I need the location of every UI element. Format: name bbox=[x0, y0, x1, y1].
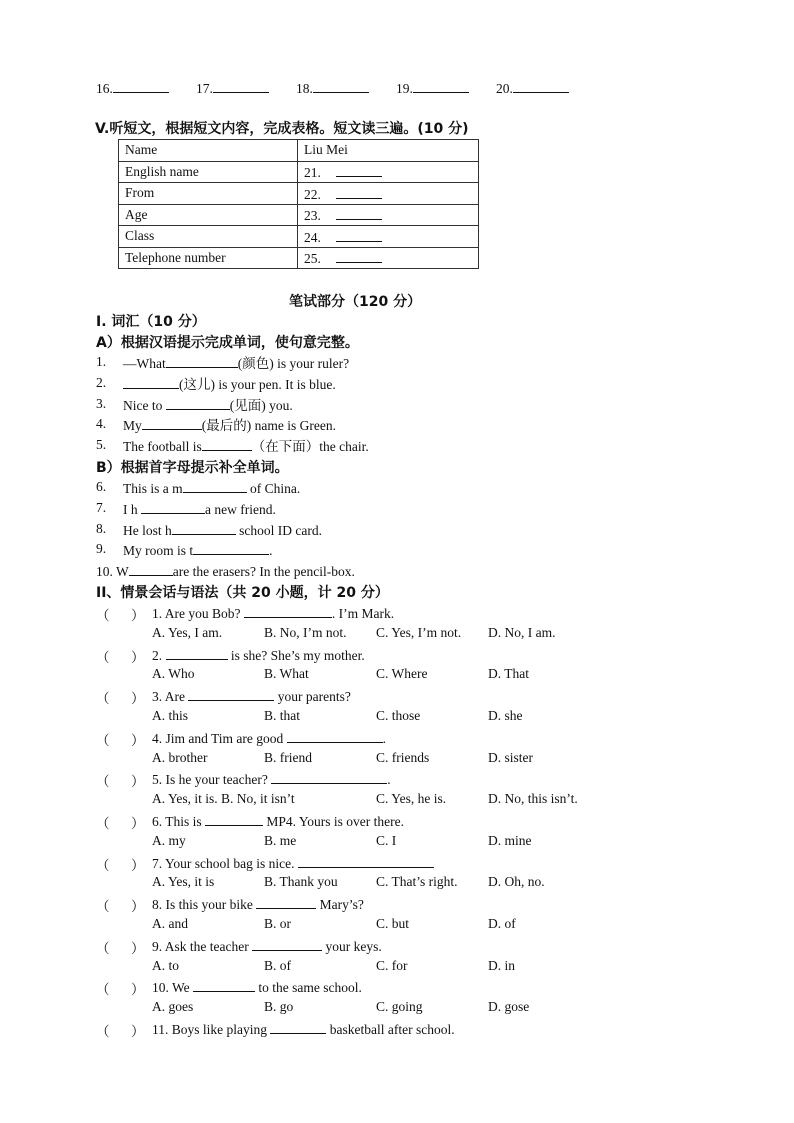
item-pre: My room is t bbox=[123, 543, 194, 559]
answer-blank[interactable] bbox=[166, 396, 230, 410]
partB-item bbox=[123, 521, 322, 539]
question-stem bbox=[152, 895, 364, 913]
paren-open: （ bbox=[96, 940, 110, 956]
option: B. friend bbox=[264, 749, 312, 765]
answer-blank[interactable] bbox=[336, 249, 382, 263]
item-number: 2. bbox=[96, 374, 107, 390]
option: D. mine bbox=[488, 832, 532, 848]
partB-title: B）根据首字母提示补全单词。 bbox=[96, 460, 289, 476]
question-after: . bbox=[387, 772, 391, 788]
blank-number: 18. bbox=[296, 81, 313, 96]
option: A. Yes, it is. B. No, it isn’t bbox=[152, 791, 295, 807]
item-number: 5. bbox=[96, 437, 107, 453]
paren-close: ） bbox=[131, 649, 145, 665]
item-number: 9. bbox=[96, 541, 107, 557]
info-table bbox=[118, 139, 479, 269]
question-after: basketball after school. bbox=[326, 1022, 455, 1037]
option: C. That’s right. bbox=[376, 874, 458, 890]
question-stem bbox=[152, 937, 382, 955]
blank-number: 16. bbox=[96, 81, 113, 96]
partB-item bbox=[123, 500, 276, 518]
paren-close: ） bbox=[131, 732, 145, 748]
item-number: 10. W bbox=[96, 564, 129, 580]
question-after: MP4. Yours is over there. bbox=[263, 814, 405, 829]
item-pre: He lost h bbox=[123, 522, 172, 538]
question-after: . I’m Mark. bbox=[331, 606, 395, 621]
paren-open: （ bbox=[96, 774, 110, 790]
item-number: 1. bbox=[96, 354, 107, 369]
paren-close: ） bbox=[131, 774, 145, 790]
paren-open: （ bbox=[96, 816, 110, 831]
option: D. she bbox=[488, 708, 523, 723]
question-after: your keys. bbox=[322, 938, 382, 954]
item-pre: My bbox=[123, 418, 142, 434]
option: A. and bbox=[152, 916, 188, 931]
info-row bbox=[119, 226, 479, 248]
paren-close: ） bbox=[131, 608, 145, 623]
option: B. of bbox=[264, 957, 291, 973]
item-hint: (最后的) bbox=[201, 418, 252, 434]
option: B. me bbox=[264, 832, 297, 848]
question-after: . bbox=[382, 730, 387, 746]
answer-blank[interactable] bbox=[193, 541, 269, 555]
answer-blank[interactable] bbox=[313, 79, 369, 93]
answer-blank[interactable] bbox=[188, 687, 274, 701]
blank-number: 17. bbox=[196, 81, 213, 96]
info-label: Age bbox=[119, 204, 298, 226]
item-number: 6. bbox=[96, 479, 107, 494]
section5-title: V.听短文，根据短文内容，完成表格。短文读三遍。(10 分) bbox=[95, 121, 469, 137]
listening-blank-item bbox=[196, 79, 269, 97]
partA-title: A）根据汉语提示完成单词，使句意完整。 bbox=[96, 335, 359, 351]
option: D. gose bbox=[488, 999, 530, 1015]
option: B. that bbox=[264, 708, 300, 723]
option: B. No, I’m not. bbox=[264, 624, 347, 640]
item-pre: Nice to bbox=[123, 397, 166, 413]
partA-item bbox=[123, 416, 336, 434]
question-after: your parents? bbox=[274, 689, 351, 705]
answer-blank[interactable] bbox=[413, 79, 469, 93]
partA-item bbox=[123, 354, 349, 372]
answer-blank[interactable] bbox=[244, 604, 332, 618]
question-stem bbox=[152, 854, 434, 872]
info-label: Class bbox=[119, 226, 298, 248]
question-text: 3. Are bbox=[152, 689, 185, 705]
item-post: . bbox=[269, 543, 273, 559]
answer-blank[interactable] bbox=[336, 206, 382, 220]
option: D. No, I am. bbox=[488, 624, 556, 640]
answer-blank[interactable] bbox=[213, 79, 269, 93]
paren-close: ） bbox=[131, 982, 145, 998]
question-text: 10. We bbox=[152, 980, 190, 996]
info-label: Telephone number bbox=[119, 247, 298, 269]
info-label: Name bbox=[119, 140, 298, 162]
part2-title: II、情景会话与语法（共 20 小题，计 20 分） bbox=[96, 585, 389, 601]
info-value bbox=[298, 226, 479, 248]
item-pre: I h bbox=[123, 501, 141, 517]
blank-number: 19. bbox=[396, 81, 413, 96]
info-value-text: 23. bbox=[304, 208, 321, 224]
part1-title: I. 词汇（10 分） bbox=[96, 314, 206, 330]
info-value-text: 24. bbox=[304, 229, 321, 245]
question-after: is she? She’s my mother. bbox=[227, 647, 365, 663]
answer-blank[interactable] bbox=[252, 937, 322, 951]
info-row bbox=[119, 183, 479, 205]
answer-blank[interactable] bbox=[256, 895, 316, 909]
question-text: 7. Your school bag is nice. bbox=[152, 855, 295, 871]
info-value bbox=[298, 161, 479, 183]
option: D. of bbox=[488, 916, 516, 931]
question-text: 1. Are you Bob? bbox=[152, 606, 241, 621]
option: C. friends bbox=[376, 749, 430, 765]
paren-close: ） bbox=[131, 691, 145, 707]
listening-blank-item bbox=[96, 79, 169, 97]
paren-open: （ bbox=[96, 691, 110, 707]
answer-blank[interactable] bbox=[129, 562, 173, 576]
answer-blank[interactable] bbox=[183, 479, 247, 493]
partB-item bbox=[123, 541, 273, 559]
option: B. or bbox=[264, 916, 291, 931]
info-row bbox=[119, 247, 479, 269]
question-text: 5. Is he your teacher? bbox=[152, 772, 268, 788]
option: A. my bbox=[152, 832, 186, 848]
option: C. Yes, he is. bbox=[376, 791, 447, 807]
answer-blank[interactable] bbox=[202, 437, 252, 451]
info-label: From bbox=[119, 183, 298, 205]
item-post: of China. bbox=[246, 481, 301, 496]
option: A. Who bbox=[152, 666, 195, 682]
answer-blank[interactable] bbox=[123, 375, 179, 389]
option: C. I bbox=[376, 832, 397, 848]
option: C. going bbox=[376, 999, 423, 1015]
option: B. go bbox=[264, 999, 294, 1015]
option: D. Oh, no. bbox=[488, 874, 545, 890]
item-pre: This is a m bbox=[123, 481, 183, 496]
item-hint: (这儿) bbox=[179, 376, 215, 392]
info-value bbox=[298, 204, 479, 226]
item-pre: The football is bbox=[123, 439, 202, 455]
option: A. this bbox=[152, 708, 189, 723]
item-hint: (见面) bbox=[229, 397, 266, 413]
option: C. those bbox=[376, 708, 421, 723]
question-stem bbox=[152, 812, 404, 830]
question-stem bbox=[152, 1020, 455, 1038]
paren-close: ） bbox=[131, 1024, 145, 1039]
option: C. Where bbox=[376, 666, 428, 682]
blank-number: 20. bbox=[496, 81, 513, 96]
answer-blank[interactable] bbox=[298, 854, 434, 868]
item-post: you. bbox=[265, 397, 293, 413]
partB-item bbox=[123, 479, 300, 497]
info-row bbox=[119, 204, 479, 226]
answer-blank[interactable] bbox=[205, 812, 263, 826]
listening-blank-item bbox=[396, 79, 469, 97]
item-hint: (颜色) bbox=[237, 356, 274, 371]
partA-item bbox=[123, 396, 293, 414]
option: A. to bbox=[152, 957, 179, 973]
answer-blank[interactable] bbox=[287, 729, 383, 743]
item-post: name is Green. bbox=[251, 418, 336, 434]
info-value bbox=[298, 183, 479, 205]
answer-blank[interactable] bbox=[336, 185, 382, 199]
question-after: Mary’s? bbox=[316, 897, 364, 913]
option: C. Yes, I’m not. bbox=[376, 624, 462, 640]
question-text: 8. Is this your bike bbox=[152, 897, 253, 913]
question-stem bbox=[152, 604, 394, 622]
paren-close: ） bbox=[131, 857, 145, 873]
item-number: 3. bbox=[96, 395, 107, 411]
paren-open: （ bbox=[96, 857, 110, 873]
paren-open: （ bbox=[96, 649, 110, 665]
answer-blank[interactable] bbox=[142, 416, 202, 430]
paren-close: ） bbox=[131, 816, 145, 831]
paren-open: （ bbox=[96, 608, 110, 623]
info-label: English name bbox=[119, 161, 298, 183]
answer-blank[interactable] bbox=[271, 770, 387, 784]
answer-blank[interactable] bbox=[141, 500, 205, 514]
listening-blank-item bbox=[496, 79, 569, 97]
partB-item bbox=[96, 562, 355, 580]
item-post: is your pen. It is blue. bbox=[215, 376, 336, 392]
item-pre: —What bbox=[123, 356, 166, 371]
option: C. for bbox=[376, 957, 408, 973]
info-value bbox=[298, 140, 479, 162]
question-stem bbox=[152, 770, 391, 788]
answer-blank[interactable] bbox=[113, 79, 169, 93]
paren-open: （ bbox=[96, 732, 110, 748]
item-post: a new friend. bbox=[205, 501, 276, 517]
question-text: 9. Ask the teacher bbox=[152, 938, 249, 954]
question-after: to the same school. bbox=[255, 980, 362, 996]
answer-blank[interactable] bbox=[166, 354, 238, 368]
item-post: school ID card. bbox=[235, 522, 322, 538]
option: A. goes bbox=[152, 999, 194, 1015]
option: D. That bbox=[488, 666, 529, 682]
paren-close: ） bbox=[131, 899, 145, 915]
answer-blank[interactable] bbox=[270, 1020, 326, 1034]
question-text: 6. This is bbox=[152, 814, 202, 829]
paren-close: ） bbox=[131, 940, 145, 956]
listening-blank-item bbox=[296, 79, 369, 97]
question-text: 4. Jim and Tim are good bbox=[152, 730, 284, 746]
partA-item bbox=[123, 437, 369, 455]
info-value-text: 22. bbox=[304, 186, 321, 202]
option: B. What bbox=[264, 666, 309, 682]
option: D. sister bbox=[488, 749, 533, 765]
paren-open: （ bbox=[96, 899, 110, 915]
info-value-text: 21. bbox=[304, 165, 321, 181]
option: A. Yes, I am. bbox=[152, 624, 223, 640]
answer-blank[interactable] bbox=[166, 646, 228, 660]
info-value-text: Liu Mei bbox=[304, 142, 348, 158]
item-post: are the erasers? In the pencil-box. bbox=[172, 564, 355, 580]
question-stem bbox=[152, 687, 351, 705]
answer-blank[interactable] bbox=[336, 228, 382, 242]
info-value-text: 25. bbox=[304, 251, 321, 267]
question-stem bbox=[152, 729, 386, 747]
item-post: the chair. bbox=[319, 439, 369, 455]
info-row bbox=[119, 161, 479, 183]
option: A. brother bbox=[152, 749, 208, 765]
item-post: is your ruler? bbox=[273, 356, 350, 371]
option: D. No, this isn’t. bbox=[488, 791, 578, 807]
question-stem bbox=[152, 978, 362, 996]
option: B. Thank you bbox=[264, 874, 338, 890]
question-text: 11. Boys like playing bbox=[152, 1022, 267, 1037]
partA-item bbox=[123, 375, 336, 393]
paren-open: （ bbox=[96, 982, 110, 998]
item-hint: （在下面） bbox=[251, 439, 320, 455]
info-row bbox=[119, 140, 479, 162]
item-number: 8. bbox=[96, 520, 107, 536]
item-number: 4. bbox=[96, 416, 107, 432]
answer-blank[interactable] bbox=[172, 521, 236, 535]
option: A. Yes, it is bbox=[152, 874, 215, 890]
option: D. in bbox=[488, 957, 515, 973]
item-number: 7. bbox=[96, 499, 107, 515]
question-stem bbox=[152, 646, 365, 664]
option: C. but bbox=[376, 916, 410, 931]
answer-blank[interactable] bbox=[193, 978, 255, 992]
info-value bbox=[298, 247, 479, 269]
answer-blank[interactable] bbox=[513, 79, 569, 93]
question-text: 2. bbox=[152, 647, 163, 663]
answer-blank[interactable] bbox=[336, 163, 382, 177]
written-title: 笔试部分（120 分） bbox=[289, 294, 422, 310]
paren-open: （ bbox=[96, 1024, 110, 1039]
